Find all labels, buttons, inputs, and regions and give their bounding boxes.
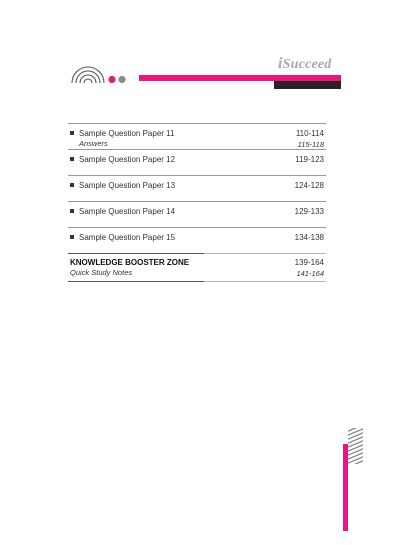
toc-item-pages-wrap xyxy=(295,207,324,216)
toc-item-pages: 134-138 xyxy=(294,233,324,242)
side-hatch-graphic xyxy=(348,428,363,464)
toc-row[interactable] xyxy=(68,227,326,253)
toc-item-pages-wrap xyxy=(295,155,324,164)
toc-section-subtitle: Quick Study Notes xyxy=(70,268,133,277)
toc-section-pages: 139-164 xyxy=(294,258,324,267)
toc-section-pages-wrap xyxy=(295,258,324,278)
brand-logo-name: Succeed xyxy=(282,57,332,72)
toc-section-title: KNOWLEDGE BOOSTER ZONE xyxy=(70,258,190,267)
toc-row[interactable] xyxy=(68,201,326,227)
square-bullet-icon xyxy=(70,209,74,213)
toc-item-pages: 129-133 xyxy=(294,207,324,216)
toc-section-sub-pages: 141-164 xyxy=(296,269,324,278)
square-bullet-icon xyxy=(70,131,74,135)
pink-dot xyxy=(108,76,115,83)
toc-end-rule xyxy=(68,281,326,282)
brand-logo-i: i xyxy=(278,55,283,72)
brand-logo xyxy=(278,55,331,73)
table-of-contents xyxy=(68,123,326,282)
toc-item-title: Sample Question Paper 14 xyxy=(79,207,176,216)
toc-item-sub-pages: 115-118 xyxy=(297,140,324,149)
toc-item-pages-wrap xyxy=(295,233,324,242)
toc-item-title: Sample Question Paper 15 xyxy=(79,233,176,242)
toc-item-title: Sample Question Paper 12 xyxy=(79,155,176,164)
toc-item-title-wrap xyxy=(70,181,324,190)
toc-row[interactable] xyxy=(68,175,326,201)
grey-dot xyxy=(118,76,125,83)
end-divider-light xyxy=(204,281,326,282)
toc-item-title-wrap xyxy=(70,129,324,138)
side-pink-bar xyxy=(343,444,348,531)
square-bullet-icon xyxy=(70,157,74,161)
toc-item-title-wrap xyxy=(70,207,324,216)
end-divider-dark xyxy=(68,281,204,282)
toc-item-pages: 119-123 xyxy=(295,155,324,164)
square-bullet-icon xyxy=(70,235,74,239)
toc-row[interactable] xyxy=(68,123,326,149)
header-dark-bar xyxy=(274,81,341,89)
section-divider-dark xyxy=(68,253,204,254)
toc-item-pages: 124-128 xyxy=(294,181,324,190)
toc-item-subtitle: Answers xyxy=(79,139,108,148)
header-arcs-graphic xyxy=(70,64,130,86)
section-divider-light xyxy=(204,253,326,254)
toc-item-title: Sample Question Paper 13 xyxy=(79,181,176,190)
toc-item-title-wrap xyxy=(70,233,324,242)
toc-item-title: Sample Question Paper 11 xyxy=(79,129,175,138)
square-bullet-icon xyxy=(70,183,74,187)
toc-item-pages: 110-114 xyxy=(295,129,324,138)
toc-section-row[interactable] xyxy=(68,253,326,281)
toc-row[interactable] xyxy=(68,149,326,175)
toc-item-pages-wrap xyxy=(296,129,324,149)
toc-item-pages-wrap xyxy=(295,181,324,190)
toc-item-title-wrap xyxy=(70,155,324,164)
